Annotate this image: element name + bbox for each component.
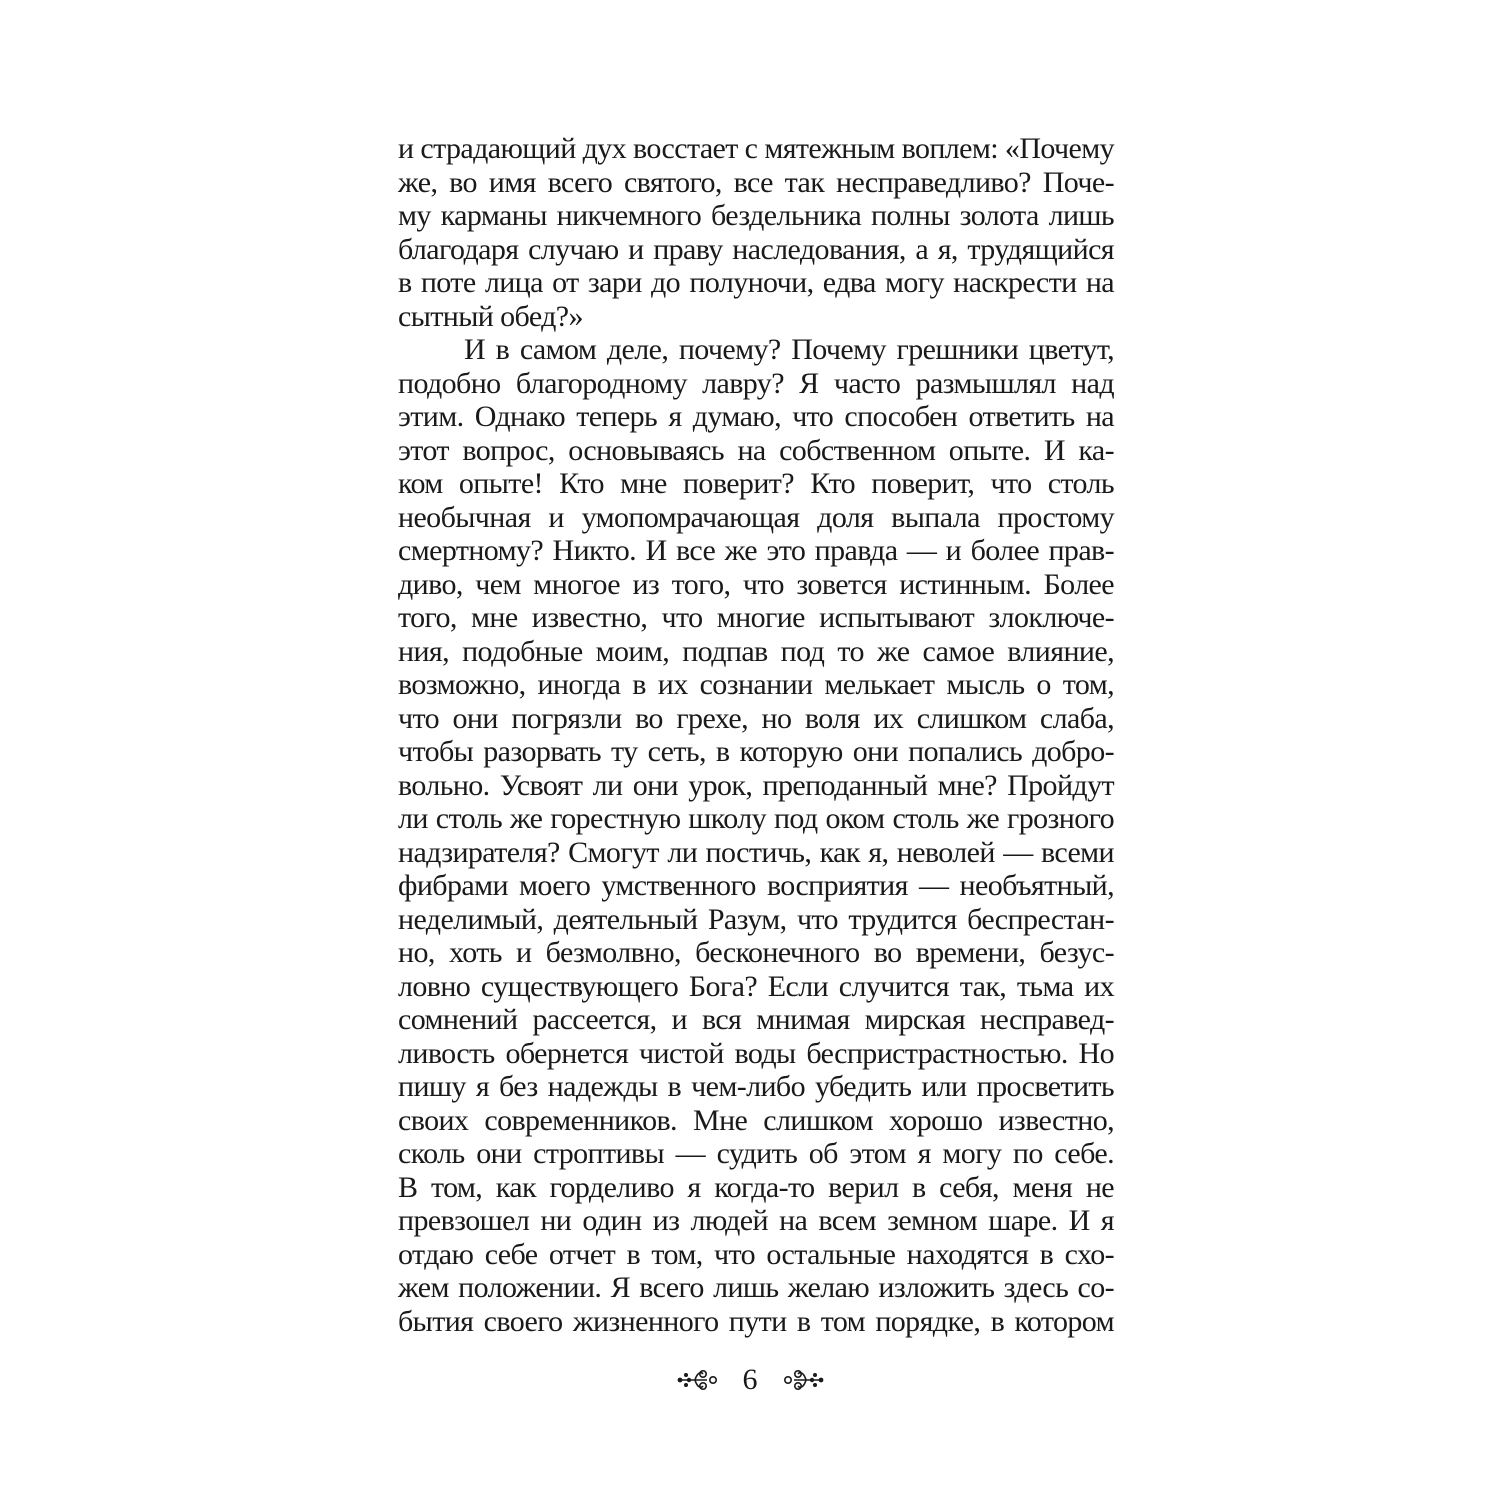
text-line: возможно, иногда в их сознании мелькает мысль о том,: [398, 668, 1114, 701]
text-line: ливость обернется чистой воды беспристрастностью. Но: [398, 1036, 1114, 1070]
text-line: этим. Однако теперь я думаю, что способен ответить на: [398, 400, 1114, 433]
fleuron-left-icon: [677, 1367, 721, 1393]
text-line: и страдающий дух восстает с мятежным воплем: «Почему: [398, 132, 1114, 165]
text-line: ловно существующего Бога? Если случится так, тьма их: [398, 969, 1114, 1003]
text-line-paragraph-start: И в самом деле, почему? Почему грешники цветут,: [464, 333, 1114, 366]
text-line: подобно благородному лавру? Я часто размышлял над: [398, 366, 1114, 400]
text-line: же, во имя всего святого, все так несправедливо? Поче-: [398, 165, 1114, 199]
text-line: смертному? Никто. И все же это правда — и более прав-: [398, 534, 1114, 567]
text-line: сколь они строптивы — судить об этом я могу по себе.: [398, 1137, 1114, 1170]
text-line: но, хоть и безмолвно, бесконечного во времени, безус-: [398, 936, 1114, 969]
text-line: неделимый, деятельный Разум, что трудится беспрестан-: [398, 902, 1114, 936]
text-line: этот вопрос, основываясь на собственном опыте. И ка-: [398, 433, 1114, 467]
page-number: 6: [742, 1363, 758, 1396]
text-line: ли столь же горестную школу под оком столь же грозного: [398, 802, 1114, 835]
text-line: фибрами моего умственного восприятия — необъятный,: [398, 869, 1114, 902]
text-line: надзирателя? Смогут ли постичь, как я, неволей — всеми: [398, 835, 1114, 869]
text-line: в поте лица от зари до полуночи, едва могу наскрести на: [398, 266, 1114, 299]
text-line: чтобы разорвать ту сеть, в которую они попались добро-: [398, 735, 1114, 768]
text-line: отдаю себе отчет в том, что остальные находятся в схо-: [398, 1237, 1114, 1271]
text-line: му карманы никчемного бездельника полны золота лишь: [398, 199, 1114, 232]
text-line: что они погрязли во грехе, но воля их слишком слаба,: [398, 701, 1114, 735]
text-line: сытный обед?»: [398, 299, 583, 333]
text-line: диво, чем многое из того, что зовется истинным. Более: [398, 567, 1114, 601]
text-line: пишу я без надежды в чем-либо убедить или просветить: [398, 1070, 1114, 1103]
text-line: жем положении. Я всего лишь желаю изложить здесь со-: [398, 1271, 1114, 1304]
text-line: необычная и умопомрачающая доля выпала простому: [398, 500, 1114, 534]
text-line: вольно. Усвоят ли они урок, преподанный мне? Пройдут: [398, 768, 1114, 802]
text-line: благодаря случаю и праву наследования, а я, трудящийся: [398, 232, 1114, 266]
text-line: ния, подобные моим, подпав под то же самое влияние,: [398, 634, 1114, 668]
text-line: сомнений рассеется, и вся мнимая мирская несправед-: [398, 1003, 1114, 1036]
text-line: ком опыте! Кто мне поверит? Кто поверит, что столь: [398, 467, 1114, 500]
text-line: В том, как горделиво я когда-то верил в себя, меня не: [398, 1170, 1114, 1204]
body-text: [398, 132, 1114, 1338]
fleuron-right-icon: [780, 1367, 824, 1393]
page-footer: [0, 1363, 1500, 1397]
text-line: бытия своего жизненного пути в том порядке, в котором: [398, 1304, 1114, 1338]
text-line: того, мне известно, что многие испытывают злоключе-: [398, 601, 1114, 634]
text-line: своих современников. Мне слишком хорошо известно,: [398, 1103, 1114, 1137]
text-line: превзошел ни один из людей на всем земном шаре. И я: [398, 1204, 1114, 1237]
